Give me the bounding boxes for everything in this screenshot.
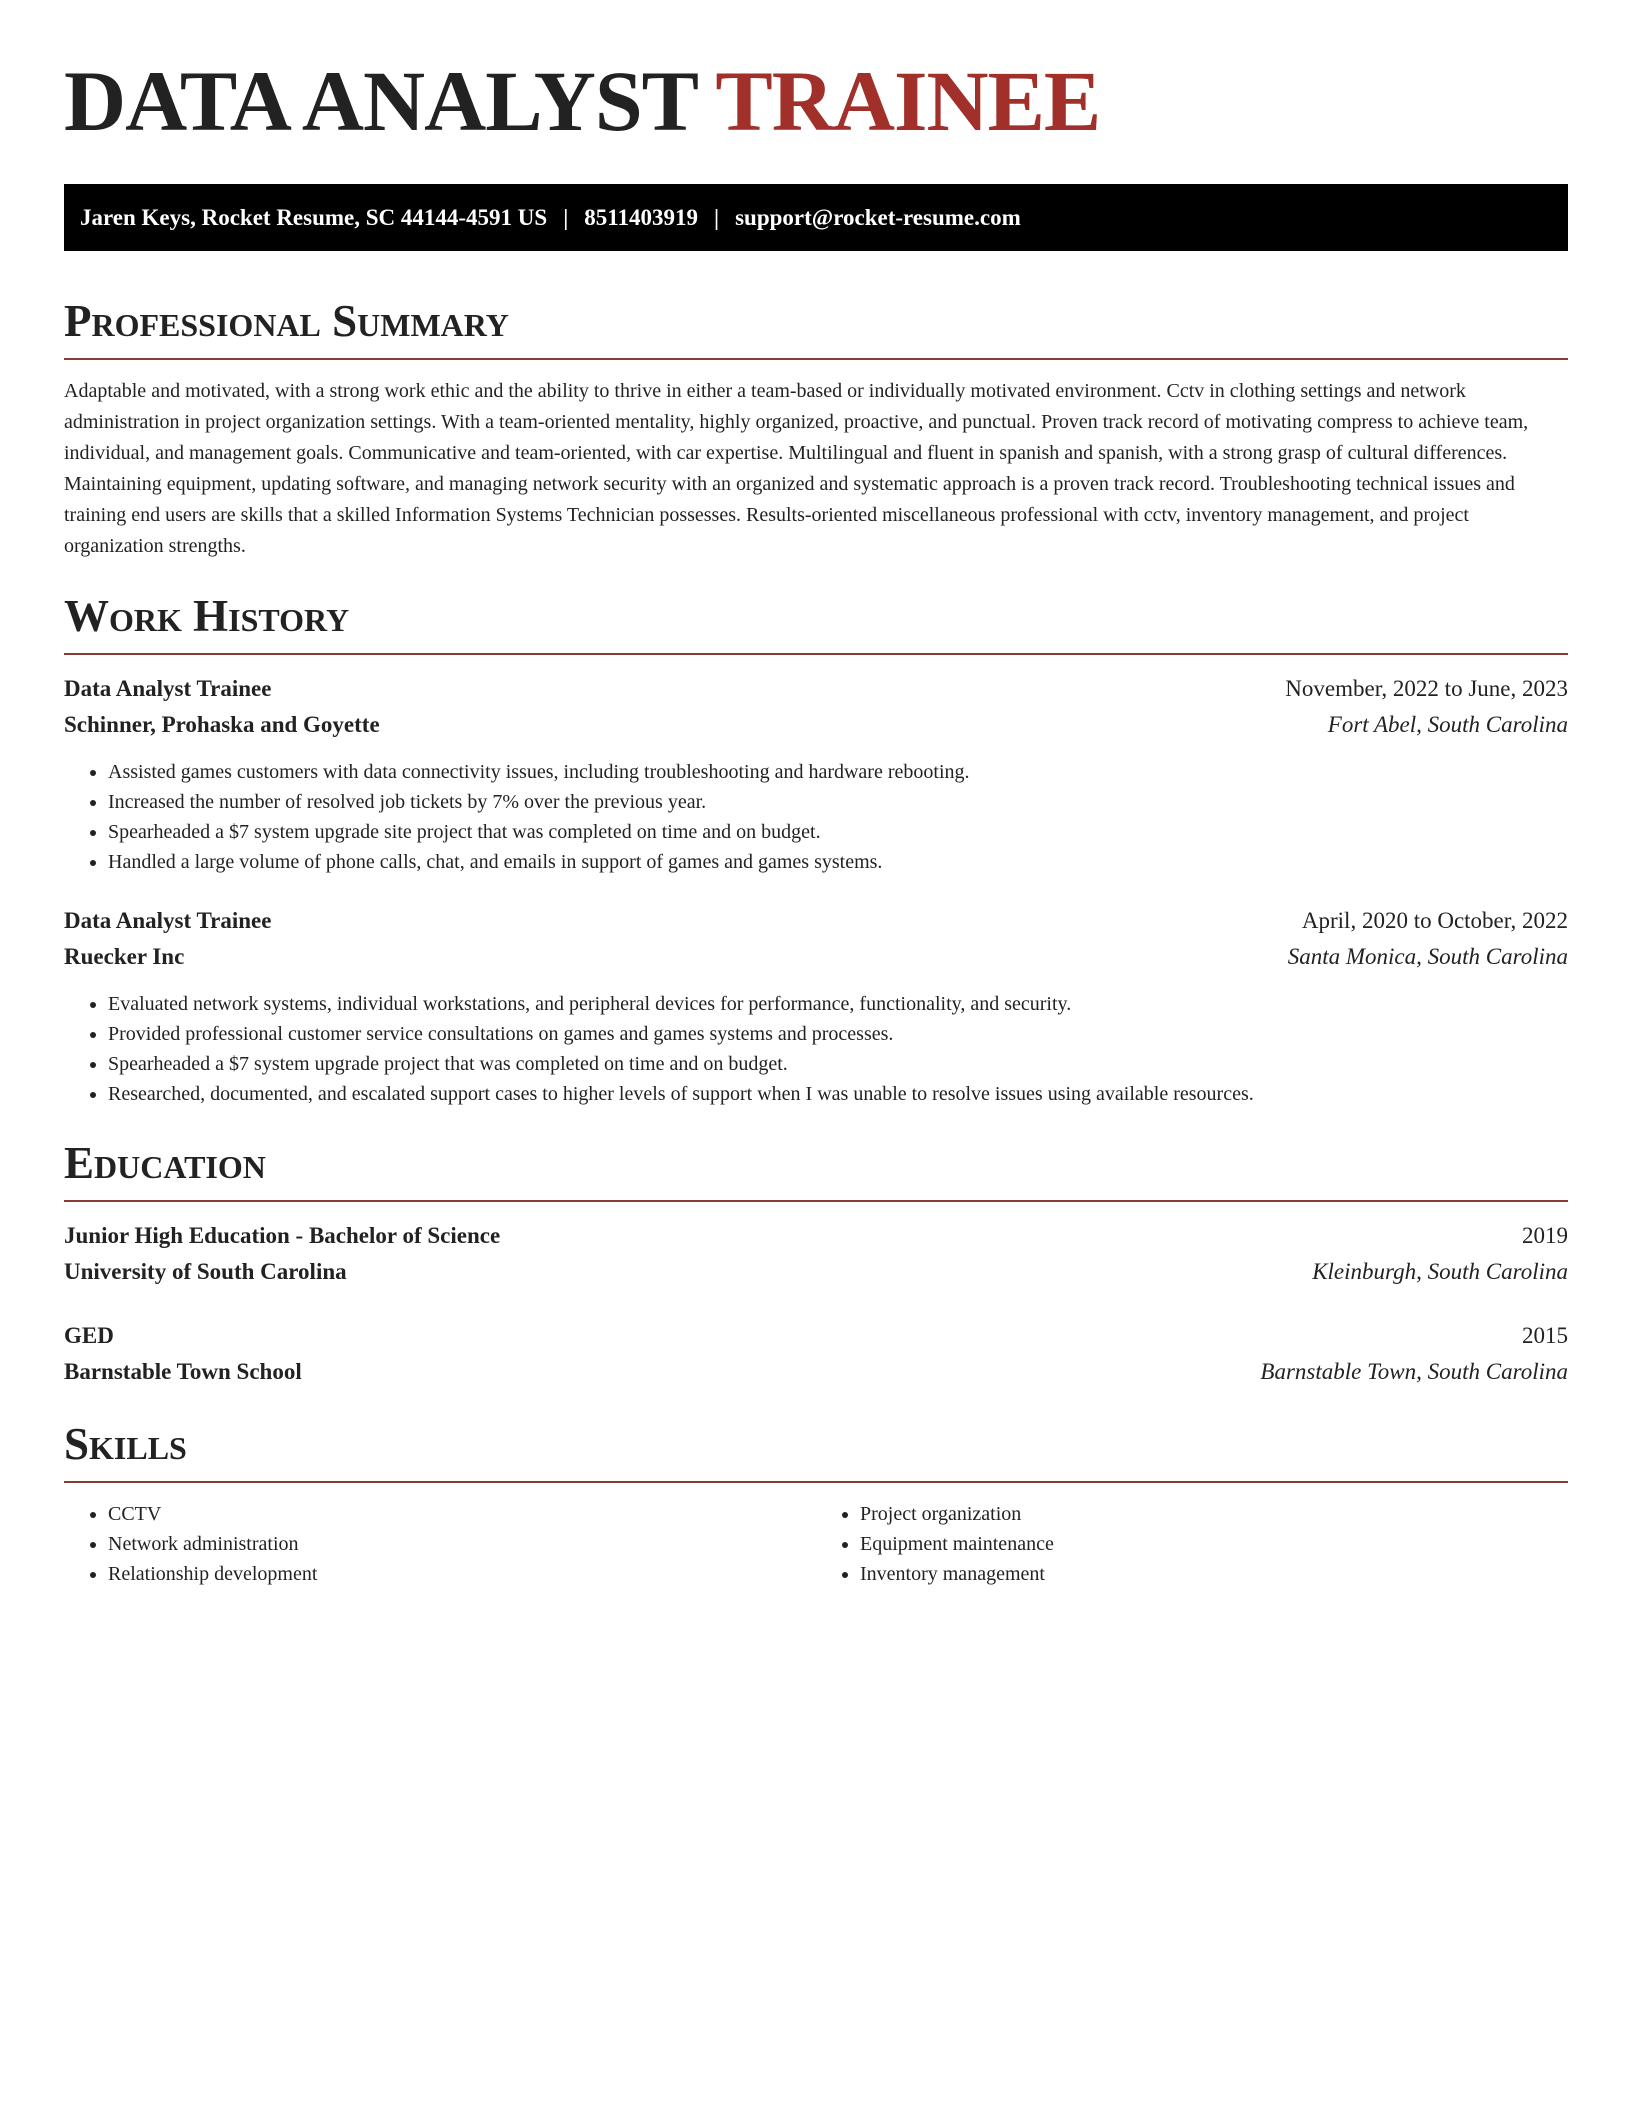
job-bullet-list — [64, 757, 1568, 877]
job-bullet: • Evaluated network systems, individual workstations, and peripheral devices for performance, functionality, and security. — [108, 989, 1568, 1019]
title-accent: TRAINEE — [715, 53, 1101, 149]
work-history-section — [64, 591, 1568, 1109]
job-dates: April, 2020 to October, 2022 — [1301, 908, 1568, 933]
education-list — [64, 1218, 1568, 1390]
education-school-row — [64, 1354, 1568, 1390]
section-heading-skills: Skills — [64, 1422, 1568, 1483]
education-entry — [64, 1318, 1568, 1390]
skill-item: • Project organization — [860, 1499, 1568, 1529]
title-main: DATA ANALYST — [64, 53, 697, 149]
job-bullet: • Spearheaded a $7 system upgrade site project that was completed on time and on budget. — [108, 817, 1568, 847]
professional-summary-section — [64, 296, 1568, 562]
job-company-row — [64, 707, 1568, 743]
job-bullet: • Researched, documented, and escalated support cases to higher levels of support when I was unable to resolve issues using available resources. — [108, 1079, 1568, 1109]
job-title: Data Analyst Trainee — [64, 908, 272, 933]
skill-item: • Inventory management — [860, 1559, 1568, 1589]
education-school: Barnstable Town School — [64, 1359, 302, 1384]
education-degree: Junior High Education - Bachelor of Science — [64, 1223, 501, 1248]
job-entry — [64, 903, 1568, 1109]
job-company: Ruecker Inc — [64, 944, 185, 969]
job-title-row — [64, 903, 1568, 939]
skills-column-1 — [64, 1499, 816, 1589]
education-degree: GED — [64, 1323, 114, 1348]
job-location: Fort Abel, South Carolina — [1327, 712, 1568, 737]
skills-section — [64, 1419, 1568, 1589]
education-section — [64, 1138, 1568, 1390]
job-bullet: • Increased the number of resolved job tickets by 7% over the previous year. — [108, 787, 1568, 817]
section-heading-education: Education — [64, 1141, 1568, 1202]
skill-item: • Relationship development — [108, 1559, 816, 1589]
skills-column-2 — [816, 1499, 1568, 1589]
job-bullet-list — [64, 989, 1568, 1109]
contact-separator: | — [714, 204, 720, 230]
education-school-row — [64, 1254, 1568, 1290]
resume-title — [64, 53, 1568, 149]
contact-bar — [64, 184, 1568, 251]
contact-separator: | — [563, 204, 569, 230]
job-dates: November, 2022 to June, 2023 — [1285, 676, 1568, 701]
section-heading-work: Work History — [64, 594, 1568, 655]
summary-text: Adaptable and motivated, with a strong work ethic and the ability to thrive in either a team-based or individually motivated environment. Cctv in clothing settings and network administration in project organization settings. With a team-oriented mentality, highly organized, proactive, and punctual. Proven track record of motivating compress to achieve team, individual, and management goals. Communicative and team-oriented, with car expertise. Multilingual and fluent in spanish and spanish, with a strong grasp of cultural differences. Maintaining equipment, updating software, and managing network security with an organized and systematic approach is a proven track record. Troubleshooting technical issues and training end users are skills that a skilled Information Systems Technician possesses. Results-oriented miscellaneous professional with cctv, inventory management, and project organization strengths. — [64, 380, 1529, 557]
job-entry — [64, 671, 1568, 877]
section-heading-summary: Professional Summary — [64, 299, 1568, 360]
education-school: University of South Carolina — [64, 1259, 347, 1284]
contact-email[interactable]: support@rocket-resume.com — [735, 204, 1021, 230]
job-company: Schinner, Prohaska and Goyette — [64, 712, 380, 737]
job-list — [64, 671, 1568, 1109]
contact-address: Jaren Keys, Rocket Resume, SC 44144-4591 US — [80, 204, 548, 230]
education-location: Kleinburgh, South Carolina — [1312, 1259, 1568, 1284]
skills-grid — [64, 1499, 1568, 1589]
education-degree-row — [64, 1318, 1568, 1354]
skill-item: • Network administration — [108, 1529, 816, 1559]
skill-item: • CCTV — [108, 1499, 816, 1529]
job-bullet: • Provided professional customer service consultations on games and games systems and processes. — [108, 1019, 1568, 1049]
contact-phone: 8511403919 — [584, 204, 699, 230]
job-company-row — [64, 939, 1568, 975]
job-bullet: • Handled a large volume of phone calls, chat, and emails in support of games and games systems. — [108, 847, 1568, 877]
education-entry — [64, 1218, 1568, 1290]
job-bullet: • Assisted games customers with data connectivity issues, including troubleshooting and hardware rebooting. — [108, 757, 1568, 787]
job-title: Data Analyst Trainee — [64, 676, 272, 701]
education-location: Barnstable Town, South Carolina — [1260, 1359, 1568, 1384]
job-bullet: • Spearheaded a $7 system upgrade project that was completed on time and on budget. — [108, 1049, 1568, 1079]
education-year: 2015 — [1522, 1323, 1568, 1348]
education-degree-row — [64, 1218, 1568, 1254]
education-year: 2019 — [1522, 1223, 1568, 1248]
job-title-row — [64, 671, 1568, 707]
job-location: Santa Monica, South Carolina — [1287, 944, 1568, 969]
skill-item: • Equipment maintenance — [860, 1529, 1568, 1559]
